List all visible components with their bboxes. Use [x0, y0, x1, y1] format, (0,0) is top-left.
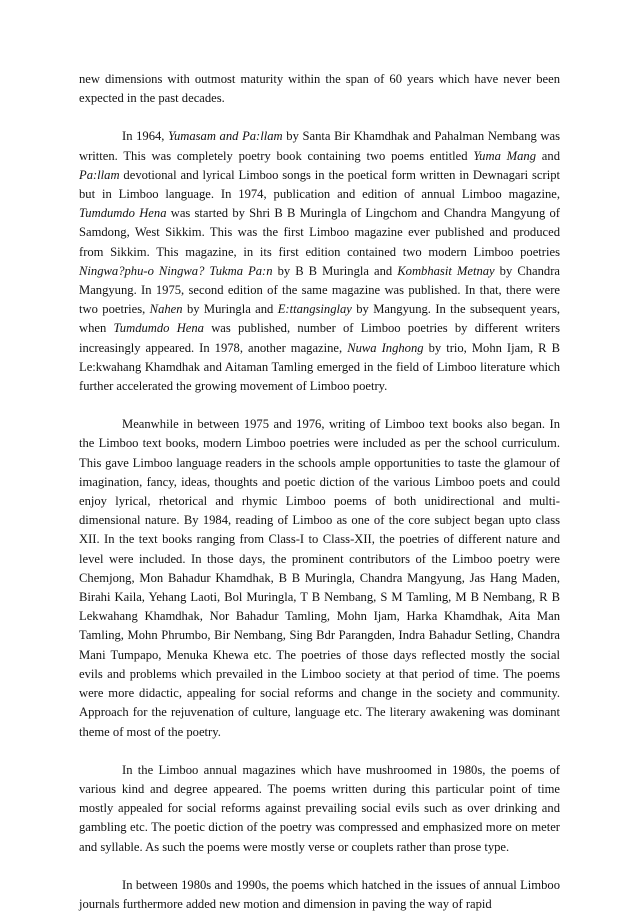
italic-title: Nahen	[149, 302, 183, 317]
italic-title: Yuma Mang	[473, 148, 537, 163]
body-paragraph	[79, 127, 560, 396]
paragraph-text: by Santa Bir Khamdhak and Pahalman Nembang was written. This was completely poetry book containing two poems entitled	[79, 129, 561, 163]
italic-title: E:ttangsinglay	[277, 302, 352, 317]
body-paragraph	[79, 876, 560, 914]
paragraph-text: was published, number of Limboo poetries by different writers increasingly appeared. In 1978, another magazine,	[79, 321, 560, 355]
italic-title: Kombhasit Metnay	[397, 263, 495, 278]
paragraph-text: was started by Shri B B Muringla of Lingchom and Chandra Mangyung of Samdong, West Sikkim. This was the first Limboo magazine ever published and produced from Sikkim. This magazine, in its first edition contained two modern Limboo poetries	[79, 206, 560, 259]
italic-title: Nuwa Inghong	[347, 340, 424, 355]
paragraph-text: and	[536, 148, 560, 163]
paragraph-text: by B B Muringla and	[272, 263, 398, 278]
paragraph-text: In the Limboo annual magazines which have mushroomed in 1980s, the poems of various kind and degree appeared. The poems written during this particular point of time mostly appealed for social reforms against prevailing social evils such as over drinking and gambling etc. The poetic diction of the poetry was compressed and emphasized more on meter and syllable. As such the poems were mostly verse or couplets rather than prose type.	[79, 762, 560, 854]
paragraph-text: Meanwhile in between 1975 and 1976, writing of Limboo text books also began. In the Limboo text books, modern Limboo poetries were included as per the school curriculum. This gave Limboo language readers in the schools ample opportunities to taste the glamour of imagination, fancy, ideas, thoughts and poetic diction of the various Limboo poets and could enjoy lyrical, rhetorical and rhymic Limboo poems of both unidirectional and multi-dimensional nature. By 1984, reading of Limboo as one of the core subject began upto class XII. In the text books ranging from Class-I to Class-XII, the poetries of different nature and level were included. In those days, the prominent contributors of the Limboo poetry were Chemjong, Mon Bahadur Khamdhak, B B Muringla, Chandra Mangyung, Jas Hang Maden, Birahi Kaila, Yehang Laoti, Bol Muringla, T B Nembang, S M Tamling, M B Nembang, R B Lekwahang Khamdhak, Nor Bahadur Tamling, Mohn Ijam, Harka Khamdhak, Aita Man Tamling, Mohn Phrumbo, Bir Nembang, Sing Bdr Parangden, Indra Bahadur Setling, Chandra Mani Tumpapo, Menuka Khewa etc. The poetries of those days reflected mostly the social evils and problems which prevailed in the Limboo society at that period of time. The poems were more didactic, appealing for social reforms and change in the society and community. Approach for the rejuvenation of culture, language etc. The literary awakening was dominant theme of most of the poetry.	[79, 417, 560, 739]
body-paragraph	[79, 761, 560, 857]
italic-title: Yumasam and Pa:llam	[168, 129, 283, 144]
body-paragraph	[79, 415, 560, 741]
document-page	[79, 70, 560, 914]
paragraph-text: by trio, Mohn Ijam, R B Le:kwahang Khamdhak and Aitaman Tamling emerged in the field of Limboo literature which further accelerated the growing movement of Limboo poetry.	[79, 340, 560, 394]
paragraph-text: by Chandra Mangyung. In 1975, second edition of the same magazine was published. In that, there were two poetries,	[79, 263, 560, 317]
paragraph-text: In 1964,	[122, 129, 169, 144]
paragraph-text: In between 1980s and 1990s, the poems which hatched in the issues of annual Limboo journals furthermore added new motion and dimension in paving the way of rapid	[79, 877, 560, 911]
paragraph-text: by Mangyung. In the subsequent years, when	[79, 302, 561, 336]
italic-title: Tumdumdo Hena	[79, 206, 167, 221]
italic-title: Pa:llam	[79, 167, 120, 182]
body-paragraph	[79, 70, 560, 108]
paragraph-text: devotional and lyrical Limboo songs in the poetical form written in Dewnagari script but in Limboo language. In 1974, publication and edition of annual Limboo magazine,	[79, 167, 560, 202]
paragraph-text: new dimensions with outmost maturity within the span of 60 years which have never been expected in the past decades.	[79, 72, 560, 106]
italic-title: Ningwa?phu-o Ningwa? Tukma Pa:n	[79, 263, 273, 278]
paragraph-text: by Muringla and	[182, 302, 278, 317]
italic-title: Tumdumdo Hena	[113, 321, 204, 336]
